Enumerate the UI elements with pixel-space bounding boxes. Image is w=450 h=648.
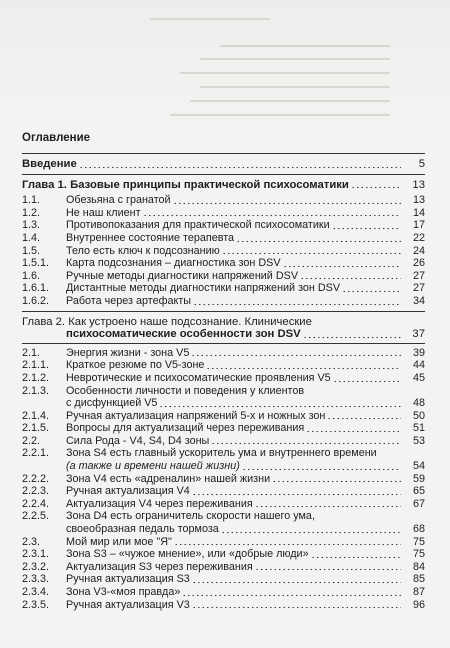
entry-page: 44 (412, 359, 425, 372)
leader-dots (255, 568, 401, 571)
entry-number: 2.2.5. (22, 510, 50, 523)
chapter-2-page: 37 (412, 328, 425, 341)
leader-dots (192, 606, 401, 609)
toc-entry[interactable] (22, 347, 425, 360)
entry-page: 75 (412, 548, 425, 561)
entry-title: Ручная актуализация V3 (66, 598, 190, 611)
entry-number: 2.3.1. (22, 548, 50, 561)
entry-page: 53 (412, 434, 425, 447)
entry-title: Энергия жизни - зона V5 (66, 346, 190, 359)
toc-intro-row[interactable] (22, 154, 425, 174)
chapter-2-items (22, 344, 425, 611)
entry-number: 2.2.1. (22, 447, 50, 460)
entry-title: Дистантные методы диагностики напряжений зон DSV (66, 282, 341, 295)
entry-page: 14 (412, 206, 425, 219)
entry-title: Зона V3-«моя правда» (66, 586, 181, 598)
leader-dots (192, 581, 401, 584)
toc-entry[interactable] (22, 295, 425, 308)
toc-entry-continuation[interactable] (22, 460, 425, 473)
entry-number: 2.1.3. (22, 384, 50, 397)
chapter-2-title-line1: Глава 2. Как устроено наше подсознание. Клинические (22, 315, 312, 328)
entry-title: Невротические и психосоматические проявления V5 (66, 371, 331, 384)
leader-dots (242, 468, 401, 471)
entry-number: 1.2. (22, 206, 41, 219)
entry-number: 1.1. (22, 194, 41, 207)
leader-dots (272, 480, 401, 483)
leader-dots (222, 252, 401, 255)
toc-entry[interactable] (22, 510, 425, 523)
entry-number: 1.4. (22, 231, 41, 244)
leader-dots (192, 493, 401, 496)
toc-entry[interactable] (22, 573, 425, 586)
toc-entry[interactable] (22, 548, 425, 561)
entry-title: Ручная актуализация S3 (66, 573, 190, 586)
entry-number: 1.6. (22, 269, 41, 282)
toc-entry[interactable] (22, 473, 425, 486)
leader-dots (143, 214, 401, 217)
entry-title: Не наш клиент (66, 206, 141, 219)
entry-title: Особенности личности и поведения у клиентов (66, 384, 305, 397)
leader-dots (79, 166, 401, 169)
entry-title: Мой мир или мое "Я" (66, 535, 172, 548)
entry-number: 2.2.3. (22, 485, 50, 498)
chapter-2-row[interactable] (22, 312, 425, 343)
entry-number: 2.1.2. (22, 371, 50, 384)
toc-entry-continuation[interactable] (22, 397, 425, 410)
entry-number: 2.3.2. (22, 560, 50, 573)
leader-dots (327, 417, 401, 420)
entry-title: Вопросы для актуализаций через переживания (66, 422, 305, 435)
entry-page: 85 (412, 573, 425, 586)
entry-page: 45 (412, 371, 425, 384)
entry-title: Ручные методы диагностики напряжений DSV (66, 269, 299, 282)
leader-dots (283, 265, 401, 268)
entry-number: 2.1.5. (22, 422, 50, 435)
entry-number: 2.3.4. (22, 586, 50, 598)
toc-entry[interactable] (22, 498, 425, 511)
toc-entry[interactable] (22, 485, 425, 498)
entry-page: 48 (412, 397, 425, 410)
toc-entry[interactable] (22, 435, 425, 448)
chapter-1-row[interactable] (22, 175, 425, 195)
entry-page: 26 (412, 257, 425, 270)
leader-dots (255, 505, 401, 508)
entry-number: 2.2.2. (22, 472, 50, 485)
entry-title: Актуализация V4 через переживания (66, 497, 253, 510)
intro-page: 5 (418, 158, 425, 170)
entry-number: 2.2. (22, 434, 41, 447)
toc-entry[interactable] (22, 232, 425, 245)
entry-number: 1.6.1. (22, 282, 50, 295)
leader-dots (206, 367, 401, 370)
entry-number: 2.3. (22, 535, 41, 548)
entry-number: 1.5.1. (22, 257, 50, 270)
toc-entry[interactable] (22, 194, 425, 207)
toc-entry[interactable] (22, 410, 425, 423)
leader-dots (333, 380, 401, 383)
toc-entry[interactable] (22, 282, 425, 295)
entry-page: 84 (412, 560, 425, 573)
toc-entry[interactable] (22, 257, 425, 270)
leader-dots (182, 594, 401, 597)
entry-page: 22 (412, 231, 425, 244)
entry-title: Зона S3 – «чужое мнение», или «добрые люди» (66, 548, 309, 561)
leader-dots (191, 354, 401, 357)
entry-number: 2.3.5. (22, 598, 50, 611)
entry-title: Карта подсознания – диагностика зон DSV (66, 257, 281, 270)
entry-page: 65 (412, 485, 425, 498)
entry-title: Зона V4 есть «адреналин» нашей жизни (66, 472, 271, 485)
leader-dots (332, 227, 401, 230)
entry-title: Ручная актуализация V4 (66, 485, 190, 498)
entry-number: 2.1. (22, 346, 41, 359)
entry-number: 2.3.3. (22, 573, 50, 586)
entry-title: Работа через артефакты (66, 294, 192, 307)
leader-dots (303, 336, 401, 339)
leader-dots (221, 531, 401, 534)
leader-dots (159, 405, 401, 408)
entry-number: 1.6.2. (22, 294, 50, 307)
bleed-through-area (0, 0, 450, 135)
chapter-1-page: 13 (412, 178, 425, 191)
entry-number: 2.2.4. (22, 497, 50, 510)
leader-dots (174, 543, 401, 546)
toc-entry[interactable] (22, 422, 425, 435)
leader-dots (351, 186, 401, 189)
entry-page: 34 (412, 294, 425, 307)
chapter-1-items (22, 194, 425, 307)
entry-page: 59 (412, 472, 425, 485)
leader-dots (193, 303, 401, 306)
toc-entry[interactable] (22, 385, 425, 398)
entry-page: 27 (412, 269, 425, 282)
toc-entry[interactable] (22, 372, 425, 385)
entry-page: 68 (412, 523, 425, 536)
leader-dots (236, 240, 401, 243)
entry-number: 1.5. (22, 244, 41, 257)
leader-dots (311, 556, 401, 559)
entry-title: Сила Рода - V4, S4, D4 зоны (66, 434, 210, 447)
toc-entry[interactable] (22, 359, 425, 372)
toc-entry[interactable] (22, 586, 425, 599)
entry-page: 51 (412, 422, 425, 435)
leader-dots (173, 202, 401, 205)
leader-dots (306, 430, 401, 433)
leader-dots (300, 277, 401, 280)
entry-page: 24 (412, 244, 425, 257)
entry-title-continued: своеобразная педаль тормоза (66, 523, 219, 536)
entry-title: Обезьяна с гранатой (66, 194, 171, 207)
entry-page: 75 (412, 535, 425, 548)
entry-page: 54 (412, 460, 425, 473)
entry-page: 13 (412, 194, 425, 207)
toc-entry[interactable] (22, 447, 425, 460)
leader-dots (211, 442, 401, 445)
entry-title: Тело есть ключ к подсознанию (66, 244, 220, 257)
entry-title: Актуализация S3 через переживания (66, 560, 253, 573)
entry-page: 96 (412, 598, 425, 611)
toc-entry[interactable] (22, 245, 425, 258)
toc-entry[interactable] (22, 599, 425, 612)
entry-page: 67 (412, 497, 425, 510)
entry-title: Зона D4 есть ограничитель скорости нашего ума, (66, 510, 315, 523)
toc-entry[interactable] (22, 219, 425, 232)
chapter-2-title-line2: психосоматические особенности зон DSV (66, 328, 301, 341)
entry-title: Противопоказания для практической психосоматики (66, 219, 330, 232)
entry-title: Внутреннее состояние терапевта (66, 231, 235, 244)
entry-page: 50 (412, 409, 425, 422)
entry-title: Краткое резюме по V5-зоне (66, 359, 205, 372)
entry-number: 2.1.4. (22, 409, 50, 422)
entry-title: Ручная актуализация напряжений 5-х и ножных зон (66, 409, 326, 422)
entry-title: Зона S4 есть главный ускоритель ума и внутреннего времени (66, 447, 377, 460)
toc-heading: Оглавление (22, 132, 91, 144)
toc-entry[interactable] (22, 561, 425, 574)
leader-dots (342, 290, 401, 293)
toc-entry[interactable] (22, 270, 425, 283)
chapter-1-title: Глава 1. Базовые принципы практической психосоматики (22, 178, 349, 191)
entry-page: 87 (412, 586, 425, 598)
toc-entry[interactable] (22, 207, 425, 220)
toc-entry-continuation[interactable] (22, 523, 425, 536)
toc-entry[interactable] (22, 536, 425, 549)
entry-number: 2.1.1. (22, 359, 50, 372)
table-of-contents (22, 132, 425, 611)
entry-page: 27 (412, 282, 425, 295)
entry-page: 17 (412, 219, 425, 232)
entry-title-continued: (а также и времени нашей жизни) (66, 460, 240, 473)
entry-title-continued: с дисфункцией V5 (66, 397, 158, 410)
entry-number: 1.3. (22, 219, 41, 232)
intro-title: Введение (22, 158, 77, 170)
entry-page: 39 (412, 346, 425, 359)
